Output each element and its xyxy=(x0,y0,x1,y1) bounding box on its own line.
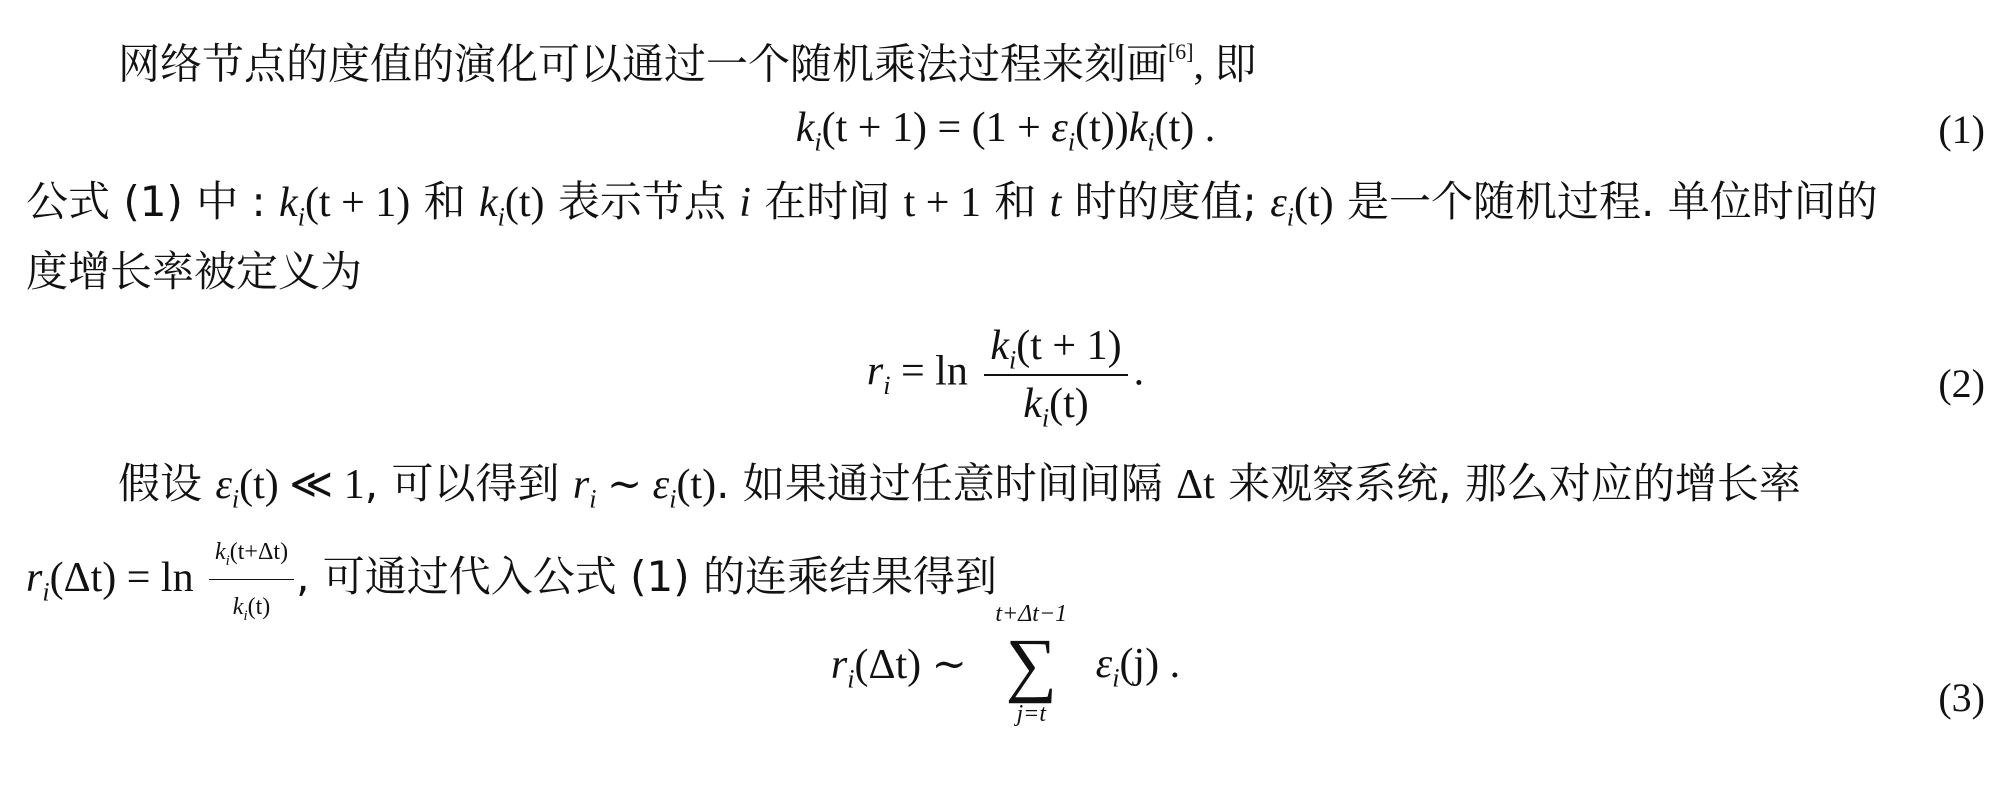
p4-ineq: (t) ≪ 1 xyxy=(239,462,365,508)
eq3-sum-lower: j=t xyxy=(1016,701,1046,727)
p2-eps: ε xyxy=(1270,180,1287,226)
p4-eps-i: i xyxy=(231,484,240,514)
p4-sim: ∼ xyxy=(596,462,653,508)
eq2-den-i: i xyxy=(1041,403,1050,433)
eq2-period: . xyxy=(1133,348,1145,395)
equation-1-number: (1) xyxy=(1938,107,1985,152)
p5-num-arg: (t+Δt) xyxy=(229,539,289,565)
p4-r-i: i xyxy=(589,484,597,514)
eq3-summation xyxy=(995,600,1067,728)
equation-1 xyxy=(0,104,2011,157)
p2-text-node: 表示节点 xyxy=(544,177,740,226)
paragraph-3: 度增长率被定义为 xyxy=(26,247,363,296)
eq2-r-i: i xyxy=(883,371,891,401)
p2-text-tail: 是一个随机过程. 单位时间的 xyxy=(1333,177,1878,226)
equation-2 xyxy=(0,322,2011,433)
p2-i2: i xyxy=(497,202,505,232)
p2-node-i: i xyxy=(739,180,751,226)
eq3-sum-symbol: ∑ xyxy=(1005,624,1057,704)
equation-3 xyxy=(0,600,2011,728)
equation-2-number: (2) xyxy=(1938,361,1985,406)
eq1-right-arg: (t) . xyxy=(1154,105,1216,151)
p5-frac-bar xyxy=(209,579,294,580)
eq2-num-i: i xyxy=(1009,345,1017,375)
p5-frac-num xyxy=(209,526,294,578)
eq2-den-arg: (t) xyxy=(1049,381,1089,427)
p2-t: (t) xyxy=(504,180,545,226)
p4-eps2-i: i xyxy=(669,484,677,514)
eq1-sub-i-left: i xyxy=(814,127,822,157)
p2-text-1: 公式 (1) 中 : xyxy=(26,177,280,226)
p4-eps2-t: (t) xyxy=(676,462,717,508)
eq3-right xyxy=(1095,640,1181,693)
eq1-k-left: k xyxy=(795,105,815,151)
p5-eq-ln: (Δt) = ln xyxy=(49,555,194,601)
p2-text-he2: 和 xyxy=(980,177,1050,226)
paragraph-1 xyxy=(118,26,1968,92)
equation-3-number: (3) xyxy=(1938,675,1985,720)
eq3-arg: (Δt) ∼ xyxy=(854,642,967,688)
p2-text-degree: 时的度值; xyxy=(1061,177,1271,226)
eq3-sum-upper: t+Δt−1 xyxy=(995,601,1068,627)
p2-text-time: 在时间 xyxy=(750,177,904,226)
p5-den-arg: (t) xyxy=(247,594,271,620)
p5-text: , 可通过代入公式 (1) 的连乘结果得到 xyxy=(296,552,997,601)
paragraph-1-text: 网络节点的度值的演化可以通过一个随机乘法过程来刻画 xyxy=(118,39,1169,89)
p2-t-plus-1: (t + 1) xyxy=(304,180,411,226)
p2-eps-i: i xyxy=(1286,202,1294,232)
eq1-k-right: k xyxy=(1128,105,1148,151)
p4-eps: ε xyxy=(215,462,232,508)
eq1-left-arg: (t + 1) = (1 + xyxy=(821,105,1052,151)
p5-den-k: k xyxy=(232,594,244,620)
p5-den-i: i xyxy=(243,607,248,624)
eq2-equals-ln: = ln xyxy=(890,348,968,395)
p4-r: r xyxy=(572,462,590,508)
eq2-denominator xyxy=(984,380,1127,433)
p4-text-4: 来观察系统, 那么对应的增长率 xyxy=(1214,459,1801,508)
eq1-sub-i-right: i xyxy=(1147,127,1155,157)
eq2-den-k: k xyxy=(1023,381,1042,427)
p2-time-t1: t + 1 xyxy=(903,180,981,226)
eq3-eps-arg: (j) . xyxy=(1119,641,1181,687)
eq3-eps: ε xyxy=(1095,641,1113,687)
eq2-num-arg: (t + 1) xyxy=(1016,323,1122,369)
eq2-fraction xyxy=(984,322,1127,433)
eq2-num-k: k xyxy=(990,323,1010,369)
p4-eps2: ε xyxy=(652,462,670,508)
eq3-r-i: i xyxy=(847,664,855,694)
p2-i: i xyxy=(297,202,305,232)
eq2-r: r xyxy=(866,348,884,395)
p2-k2: k xyxy=(478,180,498,226)
p4-text-3: . 如果通过任意时间间隔 xyxy=(716,459,1177,508)
p4-delta-t: Δt xyxy=(1176,462,1215,508)
paragraph-4 xyxy=(118,458,1988,514)
p5-num-i: i xyxy=(225,552,230,569)
eq1-eps-arg: (t)) xyxy=(1075,105,1129,151)
paragraph-1-tail: , 即 xyxy=(1193,42,1257,89)
p4-text-2: , 可以得到 xyxy=(364,459,573,508)
eq3-r: r xyxy=(830,642,848,688)
citation-ref: [6] xyxy=(1168,40,1194,64)
eq2-fraction-bar xyxy=(984,374,1127,376)
eq2-numerator xyxy=(984,322,1127,375)
p4-text-1: 假设 xyxy=(118,459,216,508)
eq3-left xyxy=(830,639,967,694)
p2-eps-t: (t) xyxy=(1293,180,1334,226)
p5-r: r xyxy=(26,555,43,601)
p5-num-k: k xyxy=(214,539,226,565)
p2-text-he: 和 xyxy=(410,177,479,226)
p2-k: k xyxy=(279,180,298,226)
p2-time-t: t xyxy=(1049,180,1062,226)
eq1-epsilon: ε xyxy=(1051,105,1068,151)
p5-r-i: i xyxy=(42,577,50,607)
eq1-sub-i-eps: i xyxy=(1067,127,1076,157)
paragraph-2 xyxy=(26,176,1986,232)
eq3-eps-i: i xyxy=(1112,663,1120,693)
